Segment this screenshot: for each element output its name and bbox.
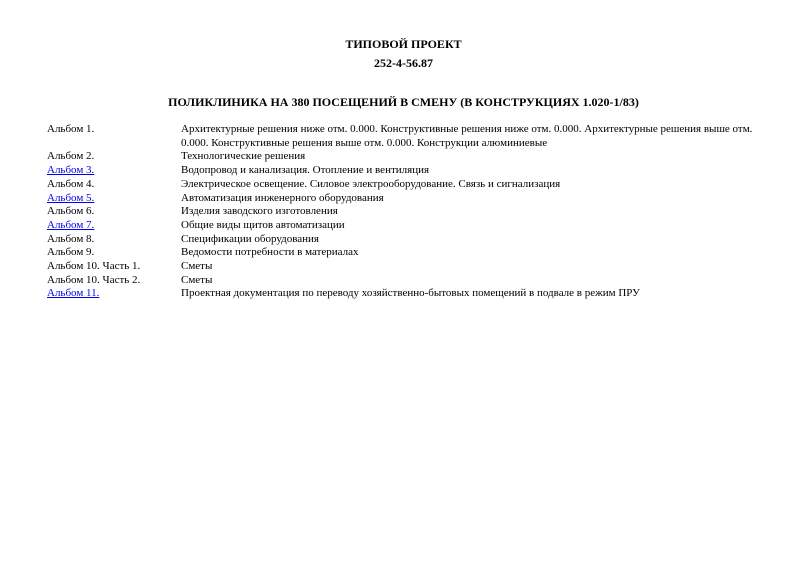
album-description: Электрическое освещение. Силовое электрооборудование. Связь и сигнализация xyxy=(181,177,561,190)
album-row xyxy=(47,150,767,164)
album-row xyxy=(47,246,767,260)
album-label: Альбом 10. Часть 1. xyxy=(47,260,141,273)
album-label: Альбом 10. Часть 2. xyxy=(47,273,141,286)
album-row xyxy=(47,219,767,233)
album-link[interactable]: Альбом 11. xyxy=(47,287,100,300)
document-subtitle: ПОЛИКЛИНИКА НА 380 ПОСЕЩЕНИЙ В СМЕНУ (В КОНСТРУКЦИЯХ 1.020-1/83) xyxy=(168,95,639,109)
album-description: Водопровод и канализация. Отопление и вентиляция xyxy=(181,164,430,177)
album-label: Альбом 6. xyxy=(47,205,95,218)
album-link[interactable]: Альбом 5. xyxy=(47,191,95,204)
document-number: 252-4-56.87 xyxy=(374,56,433,70)
album-label: Альбом 4. xyxy=(47,177,95,190)
album-description: Изделия заводского изготовления xyxy=(181,205,338,218)
album-description: Сметы xyxy=(181,273,213,286)
album-list xyxy=(47,123,767,301)
album-row xyxy=(47,274,767,288)
album-description: Архитектурные решения ниже отм. 0.000. Конструктивные решения ниже отм. 0.000. Архитектурные решения выше отм. 0.000. Конструктивные решения выше отм. 0.000. Конструкции алюминиевые xyxy=(181,123,753,149)
album-label: Альбом 8. xyxy=(47,232,95,245)
album-link[interactable]: Альбом 7. xyxy=(47,218,95,231)
album-row xyxy=(47,178,767,192)
album-row xyxy=(47,260,767,274)
document-title: ТИПОВОЙ ПРОЕКТ xyxy=(345,37,462,51)
album-row xyxy=(47,287,767,301)
album-row xyxy=(47,233,767,247)
album-description: Автоматизация инженерного оборудования xyxy=(181,191,384,204)
album-description: Сметы xyxy=(181,260,213,273)
album-row xyxy=(47,192,767,206)
album-description: Спецификации оборудования xyxy=(181,232,319,245)
album-label: Альбом 9. xyxy=(47,246,95,259)
album-description: Проектная документация по переводу хозяйственно-бытовых помещений в подвале в режим ПРУ xyxy=(181,287,640,300)
album-description: Ведомости потребности в материалах xyxy=(181,246,359,259)
album-link[interactable]: Альбом 3. xyxy=(47,164,95,177)
album-row xyxy=(47,123,767,150)
album-row xyxy=(47,164,767,178)
album-label: Альбом 2. xyxy=(47,150,95,163)
album-row xyxy=(47,205,767,219)
album-description: Общие виды щитов автоматизации xyxy=(181,218,345,231)
album-label: Альбом 1. xyxy=(47,123,95,135)
album-description: Технологические решения xyxy=(181,150,306,163)
